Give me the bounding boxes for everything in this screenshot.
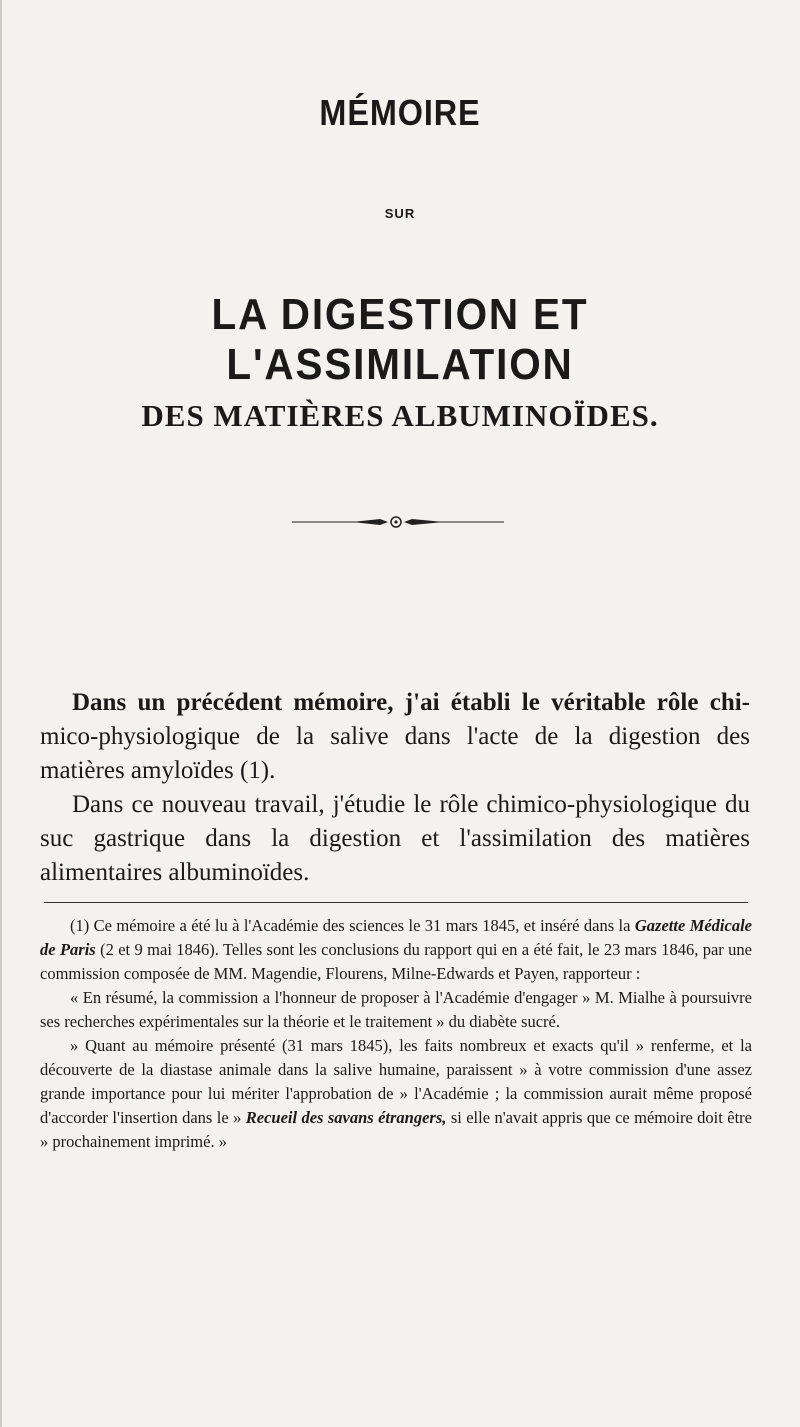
footnote-divider [44, 902, 748, 903]
title-sur: SUR [384, 206, 416, 221]
ornamental-divider-icon [292, 514, 504, 530]
footnote-paragraph-2: « En résumé, la commission a l'honneur de proposer à l'Académie d'engager » M. Mialhe à poursuivre ses recherches expérimentales sur la théorie et le traitement » du diabète sucré. [40, 988, 752, 1031]
body-text [40, 686, 750, 890]
paragraph-2: Dans ce nouveau travail, j'étudie le rôle chimico-physiologique du suc gastrique dans la digestion et l'assimilation des matières alimentaires albuminoïdes. [40, 791, 750, 886]
footnote-p1-a: Ce mémoire a été lu à l'Académie des sciences le 31 mars 1845, et inséré dans la [93, 916, 631, 935]
paragraph-1-rest: mico-physiologique de la salive dans l'acte de la digestion des matières amyloïdes (1). [40, 723, 750, 784]
footnote-number: (1) [70, 916, 90, 935]
paragraph-1 [40, 686, 750, 788]
paragraph-1-bold: Dans un précédent mémoire, j'ai établi le véritable rôle chi- [72, 689, 750, 716]
footnote-paragraph-1 [40, 914, 752, 986]
footnote-journal: Gazette Médicale de Paris [40, 916, 753, 959]
subtitle: DES MATIÈRES ALBUMINOÏDES. [141, 398, 659, 433]
main-title: LA DIGESTION ET L'ASSIMILATION [211, 290, 589, 389]
footnote-p1-b: (2 et 9 mai 1846). Telles sont les conclusions du rapport qui en a été fait, le 23 mars 1846, par une commission composée de MM. Magendie, Flourens, Milne-Edwards et Payen, rapporteur : [40, 940, 752, 983]
footnote-p3-a: » Quant au mémoire présenté (31 mars 1845), les faits nombreux et exacts qu'il » renferme, et la découverte de la diastase animale dans la salive humaine, paraissent » à votre commission d'une assez grande importance pour lui mériter l'approbation de » l'Académie ; la commission aurait même proposé d'accorder l'insertion dans le » [40, 1036, 752, 1127]
footnote [40, 914, 752, 1154]
footnote-paragraph-3 [40, 1034, 752, 1154]
title-memoire: MÉMOIRE [319, 92, 481, 133]
footnote-p3-b: si elle n'avait appris que ce mémoire doit être » prochainement imprimé. » [40, 1108, 752, 1151]
footnote-recueil: Recueil des savans étrangers, [245, 1108, 447, 1127]
